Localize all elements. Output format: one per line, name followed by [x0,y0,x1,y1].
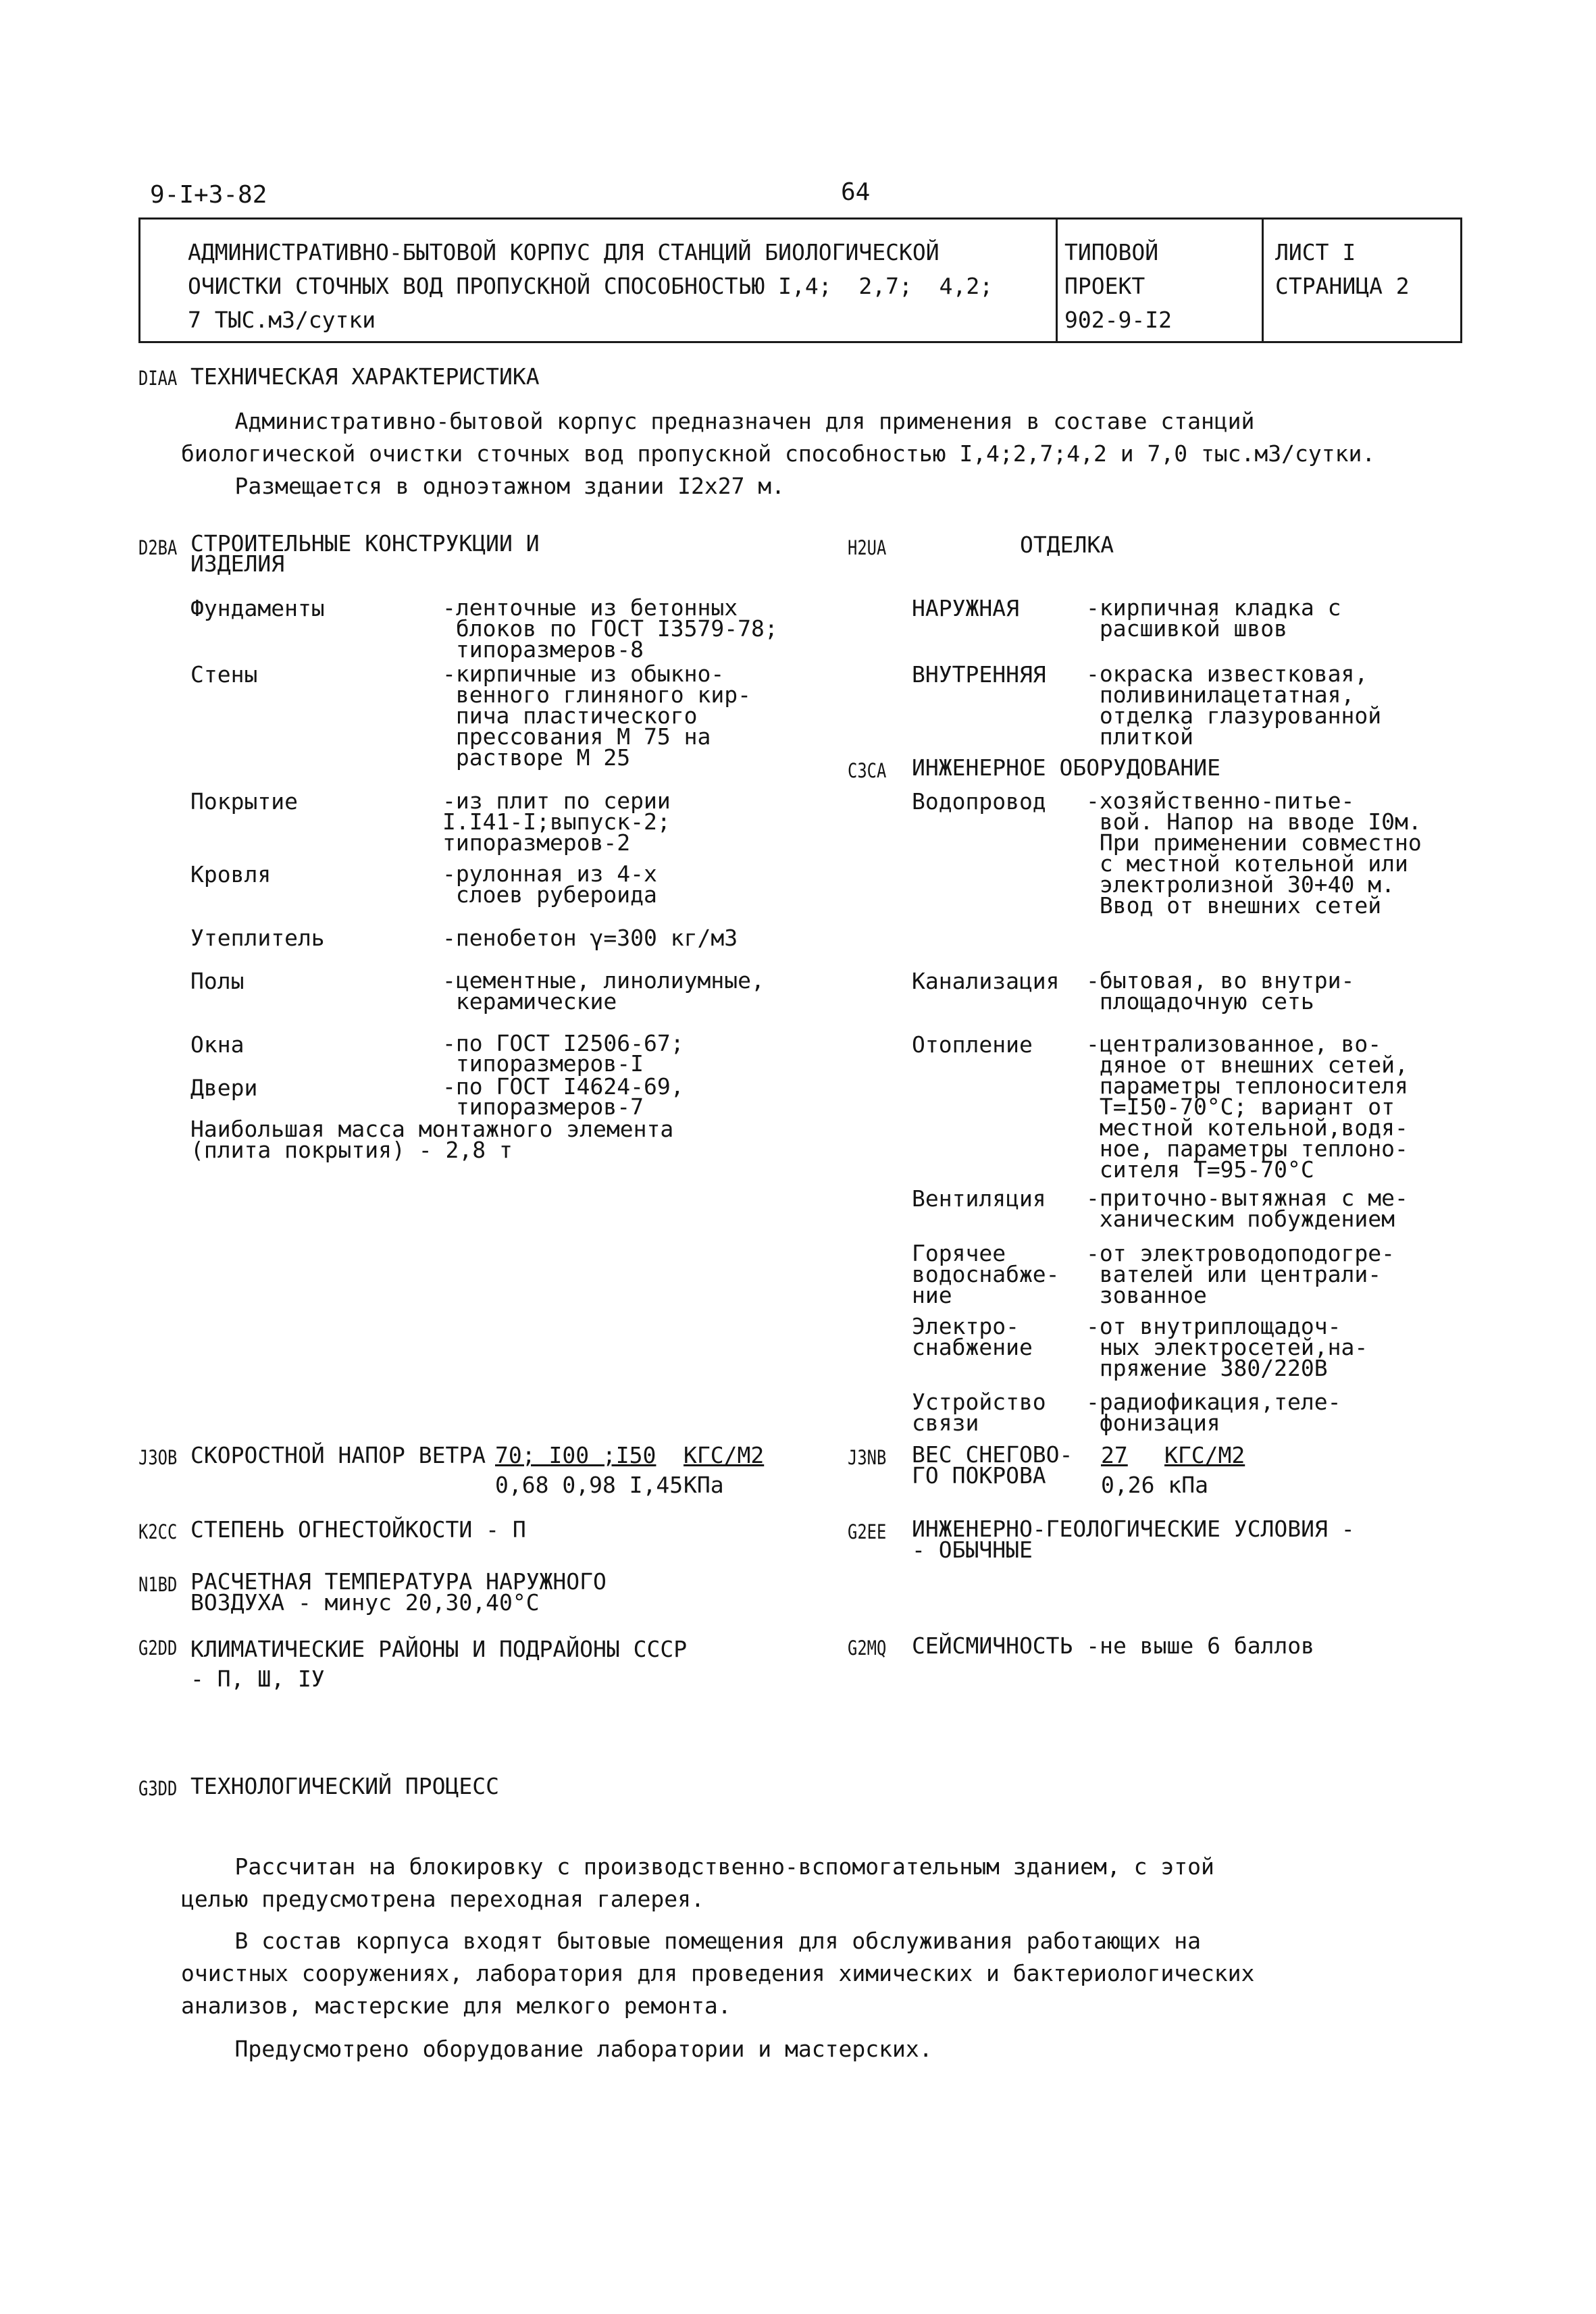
snow-value: 27 [1101,1442,1128,1468]
item-value: -от электроводоподогре- вателей или централи- зованное [1086,1240,1395,1308]
section-code: J3NB [848,1446,887,1469]
document-code: 9-I+3-82 [150,181,267,209]
item-label: Отопление [912,1031,1033,1058]
geology-conditions: ИНЖЕНЕРНО-ГЕОЛОГИЧЕСКИЕ УСЛОВИЯ - - ОБЫЧНЫЕ [912,1516,1355,1563]
wind-kpa-values: 0,68 0,98 I,45 [495,1472,684,1498]
item-label: Окна [190,1031,244,1058]
snow-kpa: 0,26 кПа [1101,1472,1208,1498]
item-label: Кровля [190,861,272,888]
item-label: Фундаменты [190,595,325,621]
item-value: -ленточные из бетонных блоков по ГОСТ I3579-78; типоразмеров-8 [442,594,778,663]
climate-regions: КЛИМАТИЧЕСКИЕ РАЙОНЫ И ПОДРАЙОНЫ СССР - П, Ш, IУ [190,1636,688,1692]
page-number: 64 [841,178,871,206]
item-label: НАРУЖНАЯ [912,595,1019,621]
item-value: -приточно-вытяжная с ме- ханическим побуждением [1086,1185,1408,1232]
project-line-1: ТИПОВОЙ [1064,239,1159,265]
seismicity: СЕЙСМИЧНОСТЬ -не выше 6 баллов [912,1632,1315,1659]
section-code: K2CC [138,1520,178,1543]
item-label: Устройство связи [912,1389,1046,1436]
item-value: -от внутриплощадоч- ных электросетей,на- пряжение 380/220В [1086,1313,1368,1381]
wind-kpa-unit: КПа [684,1472,724,1498]
title-divider [1056,220,1058,341]
project-line-3: 902-9-I2 [1064,307,1172,333]
item-label: Электро- снабжение [912,1313,1033,1360]
fire-resistance: СТЕПЕНЬ ОГНЕСТОЙКОСТИ - П [190,1516,526,1543]
section-code: G2MQ [848,1637,887,1660]
item-label: Стены [190,661,258,688]
item-value: -пенобетон γ=300 кг/м3 [442,925,738,951]
item-label: Канализация [912,968,1060,994]
wind-label: СКОРОСТНОЙ НАПОР ВЕТРА [190,1442,486,1468]
item-label: Полы [190,968,244,994]
section-code: G2DD [138,1637,178,1660]
item-label: Покрытие [190,788,298,815]
item-label: Водопровод [912,788,1046,815]
title-line-2: ОЧИСТКИ СТОЧНЫХ ВОД ПРОПУСКНОЙ СПОСОБНОСТЬЮ I,4; 2,7; 4,2; [188,273,994,299]
section-heading: СТРОИТЕЛЬНЫЕ КОНСТРУКЦИИ И ИЗДЕЛИЯ [190,530,540,577]
section-code: C3CA [848,759,887,782]
item-value: -кирпичные из обыкно- венного глиняного кир- пича пластического прессования М 75 на растворе М 25 [442,661,751,771]
item-value: -по ГОСТ I4624-69, типоразмеров-7 [442,1073,684,1120]
design-temperature: РАСЧЕТНАЯ ТЕМПЕРАТУРА НАРУЖНОГО ВОЗДУХА - минус 20,30,40°С [190,1568,607,1616]
mass-note: Наибольшая масса монтажного элемента (плита покрытия) - 2,8 т [190,1116,674,1163]
section-code: G3DD [138,1777,178,1800]
title-line-3: 7 ТЫС.м3/сутки [188,307,376,333]
project-line-2: ПРОЕКТ [1064,273,1145,299]
item-value: -цементные, линолиумные, керамические [442,967,765,1014]
snow-label: ВЕС СНЕГОВО- ГО ПОКРОВА [912,1441,1073,1489]
wind-unit: КГС/М2 [684,1442,765,1468]
section-heading: ИНЖЕНЕРНОЕ ОБОРУДОВАНИЕ [912,754,1220,781]
section-heading: ТЕХНИЧЕСКАЯ ХАРАКТЕРИСТИКА [190,363,540,390]
title-divider [1262,220,1264,341]
section-heading: ОТДЕЛКА [1020,532,1114,558]
item-label: Утеплитель [190,925,325,951]
process-paragraph-1: Рассчитан на блокировку с производственно-вспомогательным зданием, с этой целью предусмотрена переходная галерея. [181,1853,1214,1912]
section-heading: ТЕХНОЛОГИЧЕСКИЙ ПРОЦЕСС [190,1773,499,1799]
item-value: -из плит по серии I.I41-I;выпуск-2; типоразмеров-2 [442,788,671,856]
section-code: G2EE [848,1520,887,1543]
section-code: N1BD [138,1573,178,1596]
sheet-line-2: СТРАНИЦА 2 [1275,273,1410,299]
item-value: -рулонная из 4-х слоев рубероида [442,860,657,908]
process-paragraph-3: Предусмотрено оборудование лаборатории и мастерских. [181,2036,933,2062]
snow-unit: КГС/М2 [1164,1442,1245,1468]
item-label: Двери [190,1075,258,1101]
title-line-1: АДМИНИСТРАТИВНО-БЫТОВОЙ КОРПУС ДЛЯ СТАНЦИЙ БИОЛОГИЧЕСКОЙ [188,239,939,265]
item-label: Вентиляция [912,1185,1046,1212]
item-value: -кирпичная кладка с расшивкой швов [1086,594,1341,642]
sheet-line-1: ЛИСТ I [1275,239,1356,265]
wind-values: 70; I00 ;I50 [495,1442,657,1468]
title-block [138,217,1462,343]
item-label: ВНУТРЕННЯЯ [912,661,1046,688]
item-value: -по ГОСТ I2506-67; типоразмеров-I [442,1030,684,1077]
item-value: -радиофикация,теле- фонизация [1086,1389,1341,1436]
item-value: -бытовая, во внутри- площадочную сеть [1086,967,1355,1014]
section-code: H2UA [848,536,887,559]
process-paragraph-2: В состав корпуса входят бытовые помещения для обслуживания работающих на очистных сооружениях, лаборатория для проведения химических и бактериологических анализов, мастерские для мелкого ремонта. [181,1928,1255,2019]
item-value: -централизованное, во- дяное от внешних сетей, параметры теплоносителя Т=I50-70°С; вариант от местной котельной,водя- ное, параметры теплоно- сителя Т=95-70°С [1086,1031,1408,1183]
section-code: DIAA [138,367,178,390]
item-value: -хозяйственно-питье- вой. Напор на вводе I0м. При применении совместно с местной котельной или электролизной 30+40 м. Ввод от внешних сетей [1086,788,1422,919]
section-code: D2BA [138,536,178,559]
tech-paragraph: Административно-бытовой корпус предназначен для применения в составе станций биологической очистки сточных вод пропускной способностью I,4;2,7;4,2 и 7,0 тыс.м3/сутки. Размещается в одноэтажном здании I2x27 м. [181,408,1376,499]
section-code: J3OB [138,1446,178,1469]
item-label: Горячее водоснабже- ние [912,1240,1060,1308]
item-value: -окраска известковая, поливинилацетатная, отделка глазурованной плиткой [1086,661,1382,750]
